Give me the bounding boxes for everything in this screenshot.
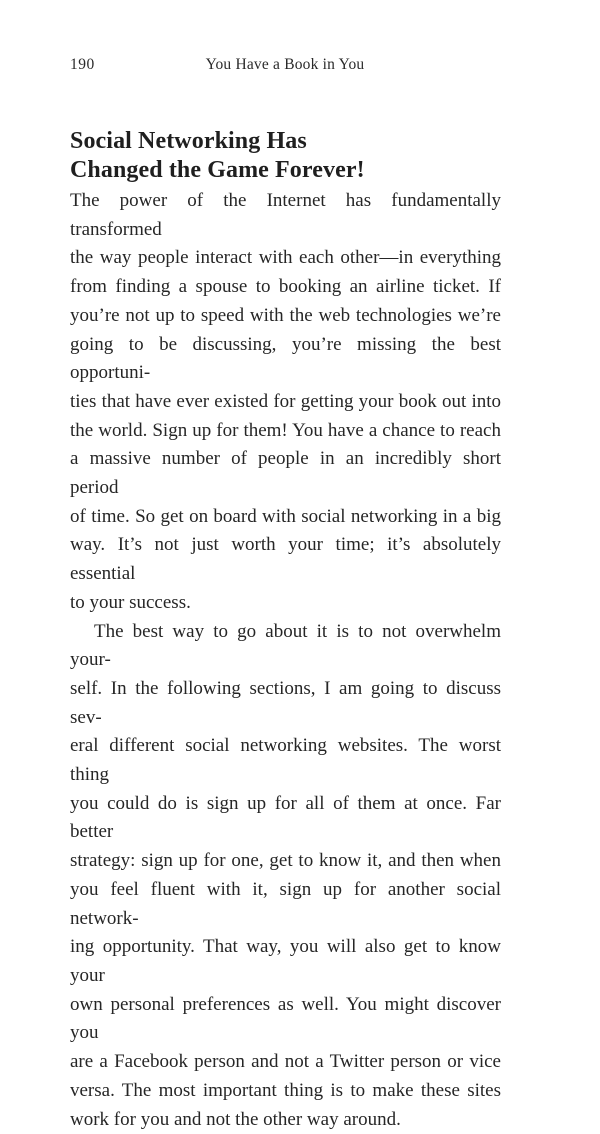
body-line: to your success. (70, 589, 501, 618)
body-line: you could do is sign up for all of them at once. Far better (70, 790, 501, 847)
body-paragraph-1 (70, 187, 501, 618)
body-line: The power of the Internet has fundamentally transformed (70, 187, 501, 244)
body-text (70, 187, 501, 1134)
body-line: ing opportunity. That way, you will also get to know your (70, 933, 501, 990)
body-line: versa. The most important thing is to make these sites (70, 1077, 501, 1106)
body-line: eral different social networking websites. The worst thing (70, 732, 501, 789)
chapter-heading-line-2: Changed the Game Forever! (70, 156, 530, 185)
body-paragraph-2 (70, 618, 501, 1134)
body-line: The best way to go about it is to not overwhelm your- (70, 618, 501, 675)
body-line: own personal preferences as well. You might discover you (70, 991, 501, 1048)
running-title: You Have a Book in You (70, 56, 500, 74)
body-line: the way people interact with each other—in everything (70, 244, 501, 273)
body-line: ties that have ever existed for getting your book out into (70, 388, 501, 417)
body-line: self. In the following sections, I am going to discuss sev- (70, 675, 501, 732)
body-line: from finding a spouse to booking an airline ticket. If (70, 273, 501, 302)
body-line: you’re not up to speed with the web technologies we’re (70, 302, 501, 331)
body-line: work for you and not the other way around. (70, 1106, 501, 1134)
body-line: of time. So get on board with social networking in a big (70, 503, 501, 532)
body-line: way. It’s not just worth your time; it’s absolutely essential (70, 531, 501, 588)
body-line: going to be discussing, you’re missing the best opportuni- (70, 331, 501, 388)
running-header (70, 56, 500, 74)
chapter-heading-line-1: Social Networking Has (70, 127, 530, 156)
body-line: are a Facebook person and not a Twitter person or vice (70, 1048, 501, 1077)
body-line: you feel fluent with it, sign up for another social network- (70, 876, 501, 933)
page-number: 190 (70, 56, 95, 74)
body-line: a massive number of people in an incredibly short period (70, 445, 501, 502)
body-line: strategy: sign up for one, get to know it, and then when (70, 847, 501, 876)
chapter-heading (70, 127, 530, 185)
body-line: the world. Sign up for them! You have a chance to reach (70, 417, 501, 446)
